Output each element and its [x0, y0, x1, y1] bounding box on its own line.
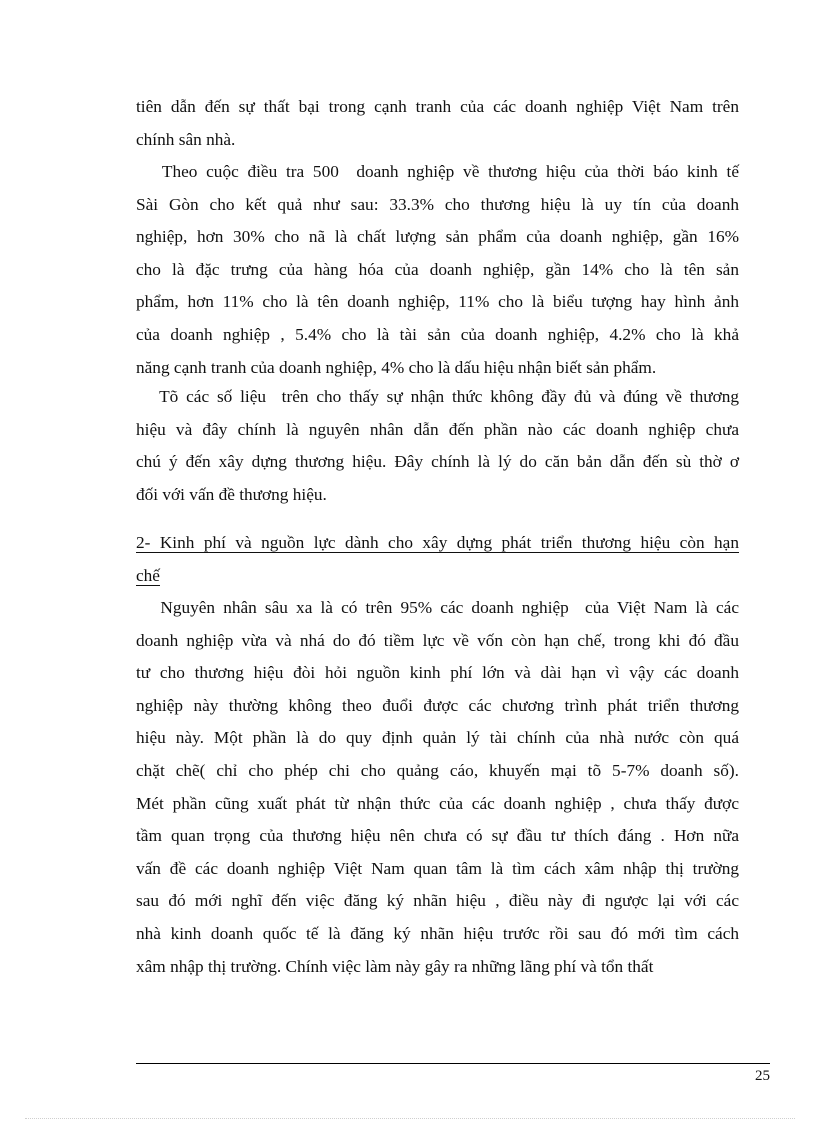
text-line: vấn đề các doanh nghiệp Việt Nam quan tâm là tìm cách xâm nhập thị trường: [136, 858, 739, 878]
text-line: đối với vấn đề thương hiệu.: [136, 484, 327, 504]
paragraph-survey-results: [136, 156, 739, 384]
text-line: Mét phần cũng xuất phát từ nhận thức của các doanh nghiệp , chưa thấy được: [136, 793, 739, 813]
text-line: phẩm, hơn 11% cho là tên doanh nghiệp, 11% cho là biểu tượng hay hình ảnh: [136, 292, 739, 312]
text-line: doanh nghiệp vừa và nhá do đó tiềm lực về vốn còn hạn chế, trong khi đó đầu: [136, 630, 739, 650]
text-line: tiên dẫn đến sự thất bại trong cạnh tranh của các doanh nghiệp Việt Nam trên: [136, 97, 739, 116]
text-line: hiệu này. Một phần là do quy định quản lý tài chính của nhà nước còn quá: [136, 728, 739, 748]
text-line: sau đó mới nghĩ đến việc đăng ký nhãn hiệu , điều này đi ngược lại với các: [136, 891, 739, 911]
heading-line: 2- Kinh phí và nguồn lực dành cho xây dựng phát triển thương hiệu còn hạn: [136, 533, 739, 552]
paragraph-intro-continuation: [136, 91, 739, 156]
text-line: hiệu và đây chính là nguyên nhân dẫn đến phần nào các doanh nghiệp chưa: [136, 419, 739, 439]
text-line: của doanh nghiệp , 5.4% cho là tài sản của doanh nghiệp, 4.2% cho là khả: [136, 324, 739, 344]
text-line: năng cạnh tranh của doanh nghiệp, 4% cho là dấu hiệu nhận biết sản phẩm.: [136, 357, 657, 377]
text-line: chặt chẽ( chỉ cho phép chi cho quảng cáo, khuyến mại tõ 5-7% doanh số).: [136, 760, 739, 780]
text-line: xâm nhập thị trường. Chính việc làm này gây ra những lãng phí và tổn thất: [136, 956, 654, 976]
text-line: chính sân nhà.: [136, 129, 236, 149]
page-number: 25: [755, 1068, 770, 1084]
paragraph-funding-limits: [136, 592, 739, 983]
paragraph-awareness-conclusion: [136, 381, 739, 511]
text-line: chú ý đến xây dựng thương hiệu. Đây chính là lý do căn bản dẫn đến sù thờ ơ: [136, 452, 739, 472]
text-line: nhà kinh doanh quốc tế là đăng ký nhãn hiệu trước rồi sau đó mới tìm cách: [136, 923, 739, 943]
text-line: nghiệp, hơn 30% cho nã là chất lượng sản phẩm của doanh nghiệp, gần 16%: [136, 227, 739, 247]
text-line: Sài Gòn cho kết quả như sau: 33.3% cho thương hiệu là uy tín của doanh: [136, 194, 739, 214]
text-line: nghiệp này thường không theo đuổi được các chương trình phát triển thương: [136, 695, 739, 715]
text-line: Nguyên nhân sâu xa là có trên 95% các doanh nghiệp của Việt Nam là các: [136, 598, 739, 617]
section-heading: [136, 527, 739, 592]
heading-line: chế: [136, 565, 160, 585]
text-line: tầm quan trọng của thương hiệu nên chưa có sự đầu tư thích đáng . Hơn nữa: [136, 826, 739, 846]
text-line: cho là đặc trưng của hàng hóa của doanh nghiệp, gần 14% cho là tên sản: [136, 259, 739, 279]
page-bottom-dotted-border: [25, 1118, 795, 1119]
text-line: Tõ các số liệu trên cho thấy sự nhận thức không đầy đủ và đúng về thương: [136, 387, 739, 406]
text-line: Theo cuộc điều tra 500 doanh nghiệp về thương hiệu của thời báo kinh tế: [136, 162, 739, 181]
text-line: tư cho thương hiệu đòi hỏi nguồn kinh phí lớn và dài hạn vì vậy các doanh: [136, 663, 739, 683]
footer-divider: [136, 1063, 770, 1064]
